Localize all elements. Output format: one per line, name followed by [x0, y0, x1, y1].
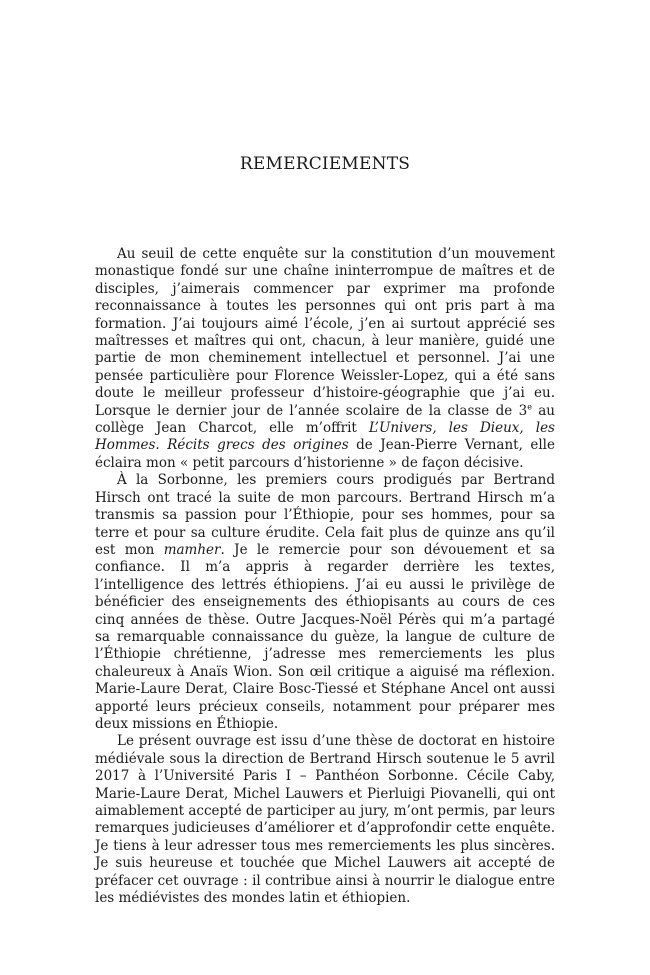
- italic-term: mamher: [163, 541, 221, 558]
- paragraph-2: À la Sorbonne, les premiers cours prodigués par Bertrand Hirsch ont tracé la suite de mon parcours. Bertrand Hirsch m’a transmis sa passion pour l’Éthiopie, pour ses hommes, pour sa terre et pour sa culture érudite. Cela fait plus de quinze ans qu’il est mon mamher. Je le remercie pour son dévouement et sa confiance. Il m’a appris à regarder derrière les textes, l’intelligence des lettrés éthiopiens. J’ai eu aussi le privilège de bénéficier des enseignements des éthiopisants au cours de ces cinq années de thèse. Outre Jacques-Noël Pérès qui m’a partagé sa remarquable connaissance du guèze, la langue de culture de l’Éthiopie chrétienne, j’adresse mes remerciements les plus chaleureux à Anaïs Wion. Son œil critique a aiguisé ma réflexion. Marie-Laure Derat, Claire Bosc-Tiessé et Stéphane Ancel ont aussi apporté leurs précieux conseils, notamment pour préparer mes deux missions en Éthiopie.: [95, 472, 555, 732]
- acknowledgements-body: [95, 246, 555, 907]
- book-title: L’Univers, les Dieux, les Hommes. Récits grecs des origines: [95, 420, 555, 454]
- superscript: e: [527, 402, 532, 412]
- page-title: REMERCIEMENTS: [239, 154, 411, 174]
- paragraph-3: Le présent ouvrage est issu d’une thèse de doctorat en histoire médiévale sous la direction de Bertrand Hirsch soutenue le 5 avril 2017 à l’Université Paris I – Panthéon Sorbonne. Cécile Caby, Marie-Laure Derat, Michel Lauwers et Pierluigi Piovanelli, qui ont aimablement accepté de participer au jury, m’ont permis, par leurs remarques judicieuses d’améliorer et d’approfondir cette enquête. Je tiens à leur adresser tous mes remerciements les plus sincères. Je suis heureuse et touchée que Michel Lauwers ait accepté de préfacer cet ouvrage : il contribue ainsi à nourrir le dialogue entre les médiévistes des mondes latin et éthiopien.: [95, 733, 555, 907]
- paragraph-1: Au seuil de cette enquête sur la constitution d’un mouvement monastique fondé sur une chaîne ininterrompue de maîtres et de disciples, j’aimerais commencer par exprimer ma profonde reconnaissance à toutes les personnes qui ont pris part à ma formation. J’ai toujours aimé l’école, j’en ai surtout apprécié ses maîtresses et maîtres qui ont, chacun, à leur manière, guidé une partie de mon cheminement intellectuel et personnel. J’ai une pensée particulière pour Florence Weissler-Lopez, qui a été sans doute le meilleur professeur d’histoire-géographie que j’ai eu. Lorsque le dernier jour de l’année scolaire de la classe de 3e au collège Jean Charcot, elle m’offrit L’Univers, les Dieux, les Hommes. Récits grecs des origines de Jean-Pierre Vernant, elle éclaira mon « petit parcours d’historienne » de façon décisive.: [95, 246, 555, 471]
